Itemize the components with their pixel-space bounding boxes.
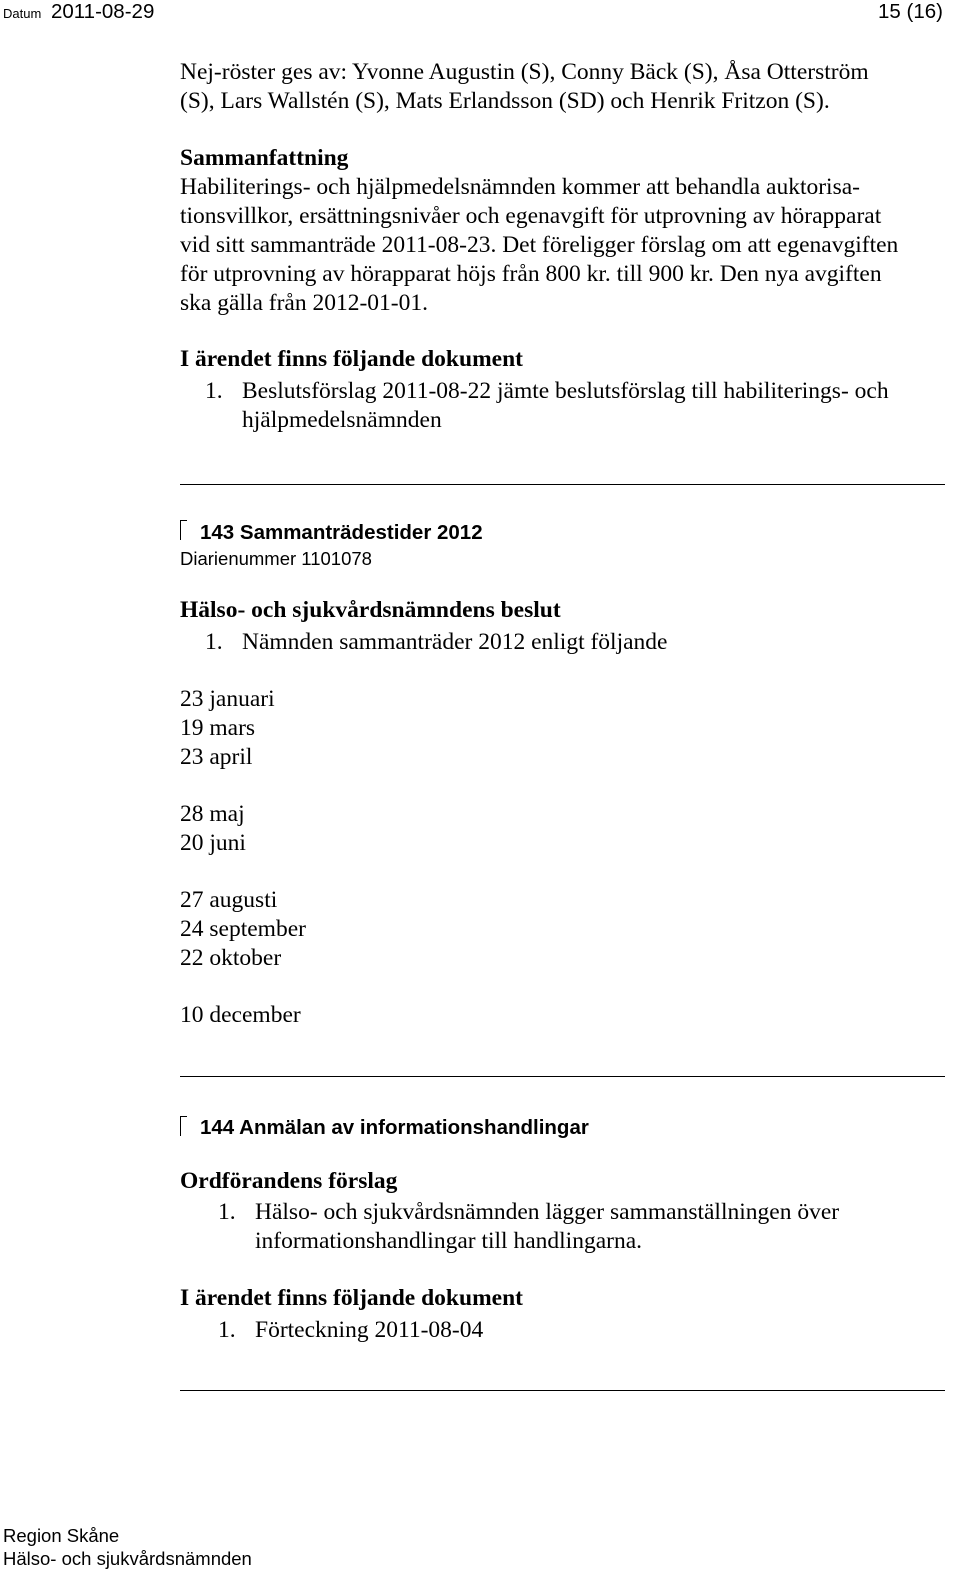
summary-line: för utprovning av hörapparat höjs från 800 kr. till 900 kr. Den nya avgiften <box>180 261 882 287</box>
decision-item-number: 1. <box>205 629 223 655</box>
meeting-date: 23 januari <box>180 686 275 712</box>
decision-item-text: Nämnden sammanträder 2012 enligt följande <box>242 629 668 655</box>
document-item-number: 1. <box>218 1317 236 1343</box>
documents-heading: I ärendet finns följande dokument <box>180 346 523 372</box>
section-144-title: 144 Anmälan av informationshandlingar <box>200 1116 589 1139</box>
summary-heading: Sammanfattning <box>180 145 349 171</box>
votes-line-2: (S), Lars Wallstén (S), Mats Erlandsson (SD) och Henrik Fritzon (S). <box>180 88 830 114</box>
summary-paragraph <box>180 173 898 318</box>
section-divider <box>180 1076 945 1077</box>
meeting-date: 20 juni <box>180 830 246 856</box>
summary-line: Habiliterings- och hjälpmedelsnämnden kommer att behandla auktorisa- <box>180 174 860 200</box>
meeting-date: 22 oktober <box>180 945 282 971</box>
meeting-date: 19 mars <box>180 715 256 741</box>
meeting-date: 10 december <box>180 1002 301 1028</box>
page-number: 15 (16) <box>878 0 943 23</box>
section-divider <box>180 484 945 485</box>
votes-line-1: Nej-röster ges av: Yvonne Augustin (S), Conny Bäck (S), Åsa Otterström <box>180 59 869 85</box>
proposal-line-1: Hälso- och sjukvårdsnämnden lägger sammanställningen över <box>255 1199 840 1225</box>
footer-unit: Hälso- och sjukvårdsnämnden <box>3 1548 252 1569</box>
datum-label: Datum <box>3 6 42 21</box>
section-divider <box>180 1390 945 1391</box>
document-item-line-2: hjälpmedelsnämnden <box>242 407 442 433</box>
summary-line: tionsvillkor, ersättningsnivåer och egenavgift för utprovning av hörapparat <box>180 203 882 229</box>
meeting-date: 28 maj <box>180 801 245 827</box>
proposal-heading: Ordförandens förslag <box>180 1168 398 1194</box>
summary-line: ska gälla från 2012-01-01. <box>180 290 428 316</box>
header-date: 2011-08-29 <box>51 0 155 23</box>
proposal-item-number: 1. <box>218 1199 236 1225</box>
summary-line: vid sitt sammanträde 2011-08-23. Det föreligger förslag om att egenavgiften <box>180 232 899 258</box>
section-corner-mark <box>180 1116 181 1136</box>
document-item-number: 1. <box>205 378 223 404</box>
document-item-line-1: Beslutsförslag 2011-08-22 jämte beslutsförslag till habiliterings- och <box>242 378 889 404</box>
meeting-date: 24 september <box>180 916 306 942</box>
section-corner-mark <box>180 520 181 540</box>
decision-heading: Hälso- och sjukvårdsnämndens beslut <box>180 597 561 623</box>
section-143-title: 143 Sammanträdestider 2012 <box>200 521 483 544</box>
document-item-text: Förteckning 2011-08-04 <box>255 1317 484 1343</box>
meeting-date: 23 april <box>180 744 253 770</box>
footer-organization: Region Skåne <box>3 1525 120 1546</box>
meeting-date: 27 augusti <box>180 887 278 913</box>
documents-heading: I ärendet finns följande dokument <box>180 1285 523 1311</box>
proposal-line-2: informationshandlingar till handlingarna. <box>255 1228 643 1254</box>
diarienummer: Diarienummer 1101078 <box>180 548 372 569</box>
